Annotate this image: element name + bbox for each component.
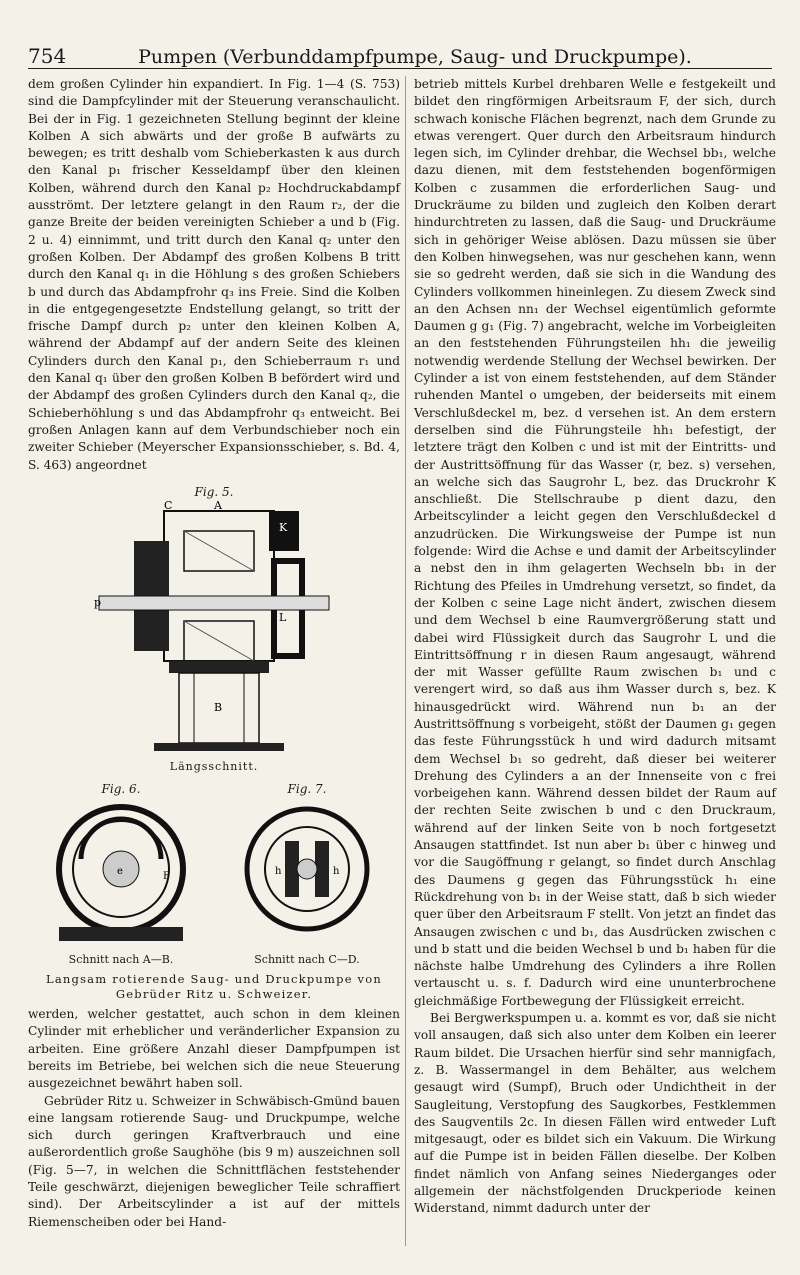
figure-5-label: Fig. 5. xyxy=(194,484,234,499)
left-paragraph-1: dem großen Cylinder hin expandiert. In Fig. 1—4 (S. 753) sind die Dampfcylinder mit der Steuerung veranschaulicht. Bei der in Fig. 1 gezeichneten Stellung beginnt der kleine Kolben A sich abwärts und der große B aufwärts zu bewegen; es tritt deshalb vom Schieberkasten k aus durch den Kanal p₁ frischer Kesseldampf über den kleinen Kolben, während durch den Kanal p₂ Hochdruckabdampf ausströmt. Der letztere gelangt in den Raum r₂, der die ganze Breite der beiden vereinigten Schieber a und b (Fig. 2 u. 4) einnimmt, und tritt durch den Kanal q₂ unter den großen Kolben. Der Abdampf des großen Kolbens B tritt durch den Kanal q₁ in die Höhlung s des großen Schiebers b und durch das Abdampfrohr q₃ ins Freie. Sind die Kolben in die entgegengesetzte Endstellung gelangt, so tritt der frische Dampf durch p₂ unter den kleinen Kolben A, während der Abdampf auf der andern Seite des kleinen Cylinders durch den Kanal p₁, den Schieberraum r₁ und den Kanal q₁ über den großen Kolben B befördert wird und der Abdampf des großen Cylinders durch den Kanal q₂, die Schieberhöhlung s und das Abdampfrohr q₃ entweicht. Bei großen Anlagen kann auf dem Verbundschieber noch ein zweiter Schieber (Meyerscher Expansionsschieber, s. Bd. 4, S. 463) angeordnet xyxy=(28,77,400,472)
figure-5-caption: Längsschnitt. xyxy=(169,760,259,774)
figures-6-7 xyxy=(28,781,400,968)
svg-text:C: C xyxy=(164,501,173,513)
running-title: Pumpen (Verbunddampfpumpe, Saug- und Druckpumpe). xyxy=(138,46,692,68)
figure-7 xyxy=(237,781,377,968)
figure-6-drawing xyxy=(51,799,191,949)
figure-6-caption: Schnitt nach A—B. xyxy=(68,952,174,966)
page-number: 754 xyxy=(28,44,67,68)
figure-7-label: Fig. 7. xyxy=(287,782,327,797)
svg-text:B: B xyxy=(214,701,223,715)
svg-text:A: A xyxy=(214,501,222,513)
figure-5-drawing xyxy=(94,501,334,756)
svg-text:e: e xyxy=(117,865,123,877)
right-paragraph-1: betrieb mittels Kurbel drehbaren Welle e festgekeilt und bildet den ringförmigen Arbeitsraum F, der sich, durch schwach konische Flächen begrenzt, nach dem Grunde zu etwas verengert. Quer durch den Arbeitsraum hindurch legen sich, im Cylinder drehbar, die Wechsel bb₁, welche dazu dienen, mit dem feststehenden bogenförmigen Kolben c zusammen die erforderlichen Saug- und Druckräume zu bilden und zugleich den Kolben derart hindurchtreten zu lassen, daß die Saug- und Druckräume sich in gehöriger Weise ablösen. Dazu müssen sie über den Kolben hinwegsehen, was nur geschehen kann, wenn sie so gedreht werden, daß sie sich in die Wandung des Cylinders vollkommen hineinlegen. Zu diesem Zweck sind an den Achsen nn₁ der Wechsel eigentümlich geformte Daumen g g₁ (Fig. 7) angebracht, welche im Vorbeigleiten an den feststehenden Führungsteilen hh₁ die jeweilig notwendig werdende Stellung der Wechsel bewirken. Der Cylinder a ist von einem feststehenden, auf dem Ständer ruhenden Mantel o umgeben, der beiderseits mit einem Verschlußdeckel m, bez. d versehen ist. An dem erstern derselben sind die Führungsteile hh₁ befestigt, der letztere trägt den Kolben c und ist mit der Eintritts- und der Austrittsöffnung für das Wasser (r, bez. s) versehen, an welche sich das Saugrohr L, bez. das Druckrohr K anschließt. Die Stellschraube p dient dazu, den Arbeitscylinder a leicht gegen den Verschlußdeckel d anzudrücken. Die Wirkungsweise der Pumpe ist nun folgende: Wird die Achse e und damit der Arbeitscylinder a nebst den in ihm gelagerten Wechseln bb₁ in der Richtung des Pfeiles in Umdrehung versetzt, so findet, da der Kolben c seine Lage nicht ändert, zwischen diesem und dem Wechsel b eine Raumvergrößerung statt und dabei wird Flüssigkeit durch das Saugrohr L und die Eintrittsöffnung r in diesen Raum angesaugt, während der mit Wasser gefüllte Raum zwischen b₁ und c verengert wird, so daß aus ihm Wasser durch s, bez. K hinausgedrückt wird. Während nun b₁ an der Austrittsöffnung s vorbeigeht, stößt der Daumen g₁ gegen das feste Führungsstück h und wird dadurch mitsamt dem Wechsel b₁ so gedreht, daß dieser bei weiterer Drehung des Cylinders a an der Innenseite von c frei vorbeigehen kann. Während dessen bildet der Raum auf der rechten Seite zwischen b und c den Druckraum, während auf der linken Seite von b noch fortgesetzt Ansaugen stattfindet. Ist nun aber b₁ über c hinweg und vor die Saugöffnung r gelangt, so findet durch Anschlag des Daumens g gegen das Führungsstück h₁ eine Rückdrehung von b₁ in der Weise statt, daß b sich wieder quer über den Arbeitsraum F stellt. Von jetzt an findet das Ansaugen zwischen c und b₁, das Ausdrücken zwischen c und b statt und die beiden Wechsel b und b₁ haben für die nächste halbe Umdrehung des Cylinders a ihre Rollen vertauscht u. s. f. Dadurch wird eine ununterbrochene gleichmäßige Fortbewegung der Flüssigkeit erreicht. xyxy=(414,77,776,1008)
svg-text:L: L xyxy=(279,611,287,625)
figure-6 xyxy=(51,781,191,968)
svg-text:p: p xyxy=(94,596,102,610)
svg-text:h: h xyxy=(275,865,282,877)
svg-text:F: F xyxy=(163,870,170,882)
svg-text:K: K xyxy=(279,521,288,535)
figures-caption: Langsam rotierende Saug- und Druckpumpe von Gebrüder Ritz u. Schweizer. xyxy=(46,972,382,1002)
right-paragraph-2: Bei Bergwerkspumpen u. a. kommt es vor, daß sie nicht voll ansaugen, daß sich also unter dem Kolben ein leerer Raum bildet. Die Ursachen hierfür sind sehr mannigfach, z. B. Wassermangel in dem Behälter, aus welchem gesaugt wird (Sumpf), Bruch oder Undichtheit in der Saugleitung, Verstopfung des Saugkorbes, Festklemmen des Saugventils 2c. In diesen Fällen wird entweder Luft mitgesaugt, oder es bildet sich ein Vakuum. Die Wirkung auf die Pumpe ist in beiden Fällen dieselbe. Der Kolben findet nämlich von Anfang seines Niederganges oder allgemein der nächstfolgenden Druckperiode keinen Widerstand, nimmt dadurch unter der xyxy=(414,1011,776,1216)
left-paragraph-2: werden, welcher gestattet, auch schon in dem kleinen Cylinder mit erheblicher und veränderlicher Expansion zu arbeiten. Eine größere Anzahl dieser Dampfpumpen ist bereits im Betriebe, bei welchen sich die neue Steuerung ausgezeichnet bewährt haben soll. xyxy=(28,1007,400,1091)
column-divider xyxy=(405,76,406,1246)
svg-text:h: h xyxy=(333,865,340,877)
left-column xyxy=(28,76,400,1231)
right-column xyxy=(414,76,776,1218)
figure-7-caption: Schnitt nach C—D. xyxy=(254,952,360,966)
figure-6-label: Fig. 6. xyxy=(101,782,141,797)
figure-5 xyxy=(28,484,400,776)
figure-7-drawing xyxy=(237,799,377,949)
left-paragraph-3: Gebrüder Ritz u. Schweizer in Schwäbisch-Gmünd bauen eine langsam rotierende Saug- und Druckpumpe, welche sich durch geringen Kraftverbrauch und eine außerordentlich große Saughöhe (bis 9 m) auszeichnen soll (Fig. 5—7, in welchen die Schnittflächen feststehender Teile geschwärzt, diejenigen beweglicher Teile schraffiert sind). Der Arbeitscylinder a ist auf der mittels Riemenscheiben oder bei Hand- xyxy=(28,1093,400,1229)
page-header xyxy=(28,38,772,69)
